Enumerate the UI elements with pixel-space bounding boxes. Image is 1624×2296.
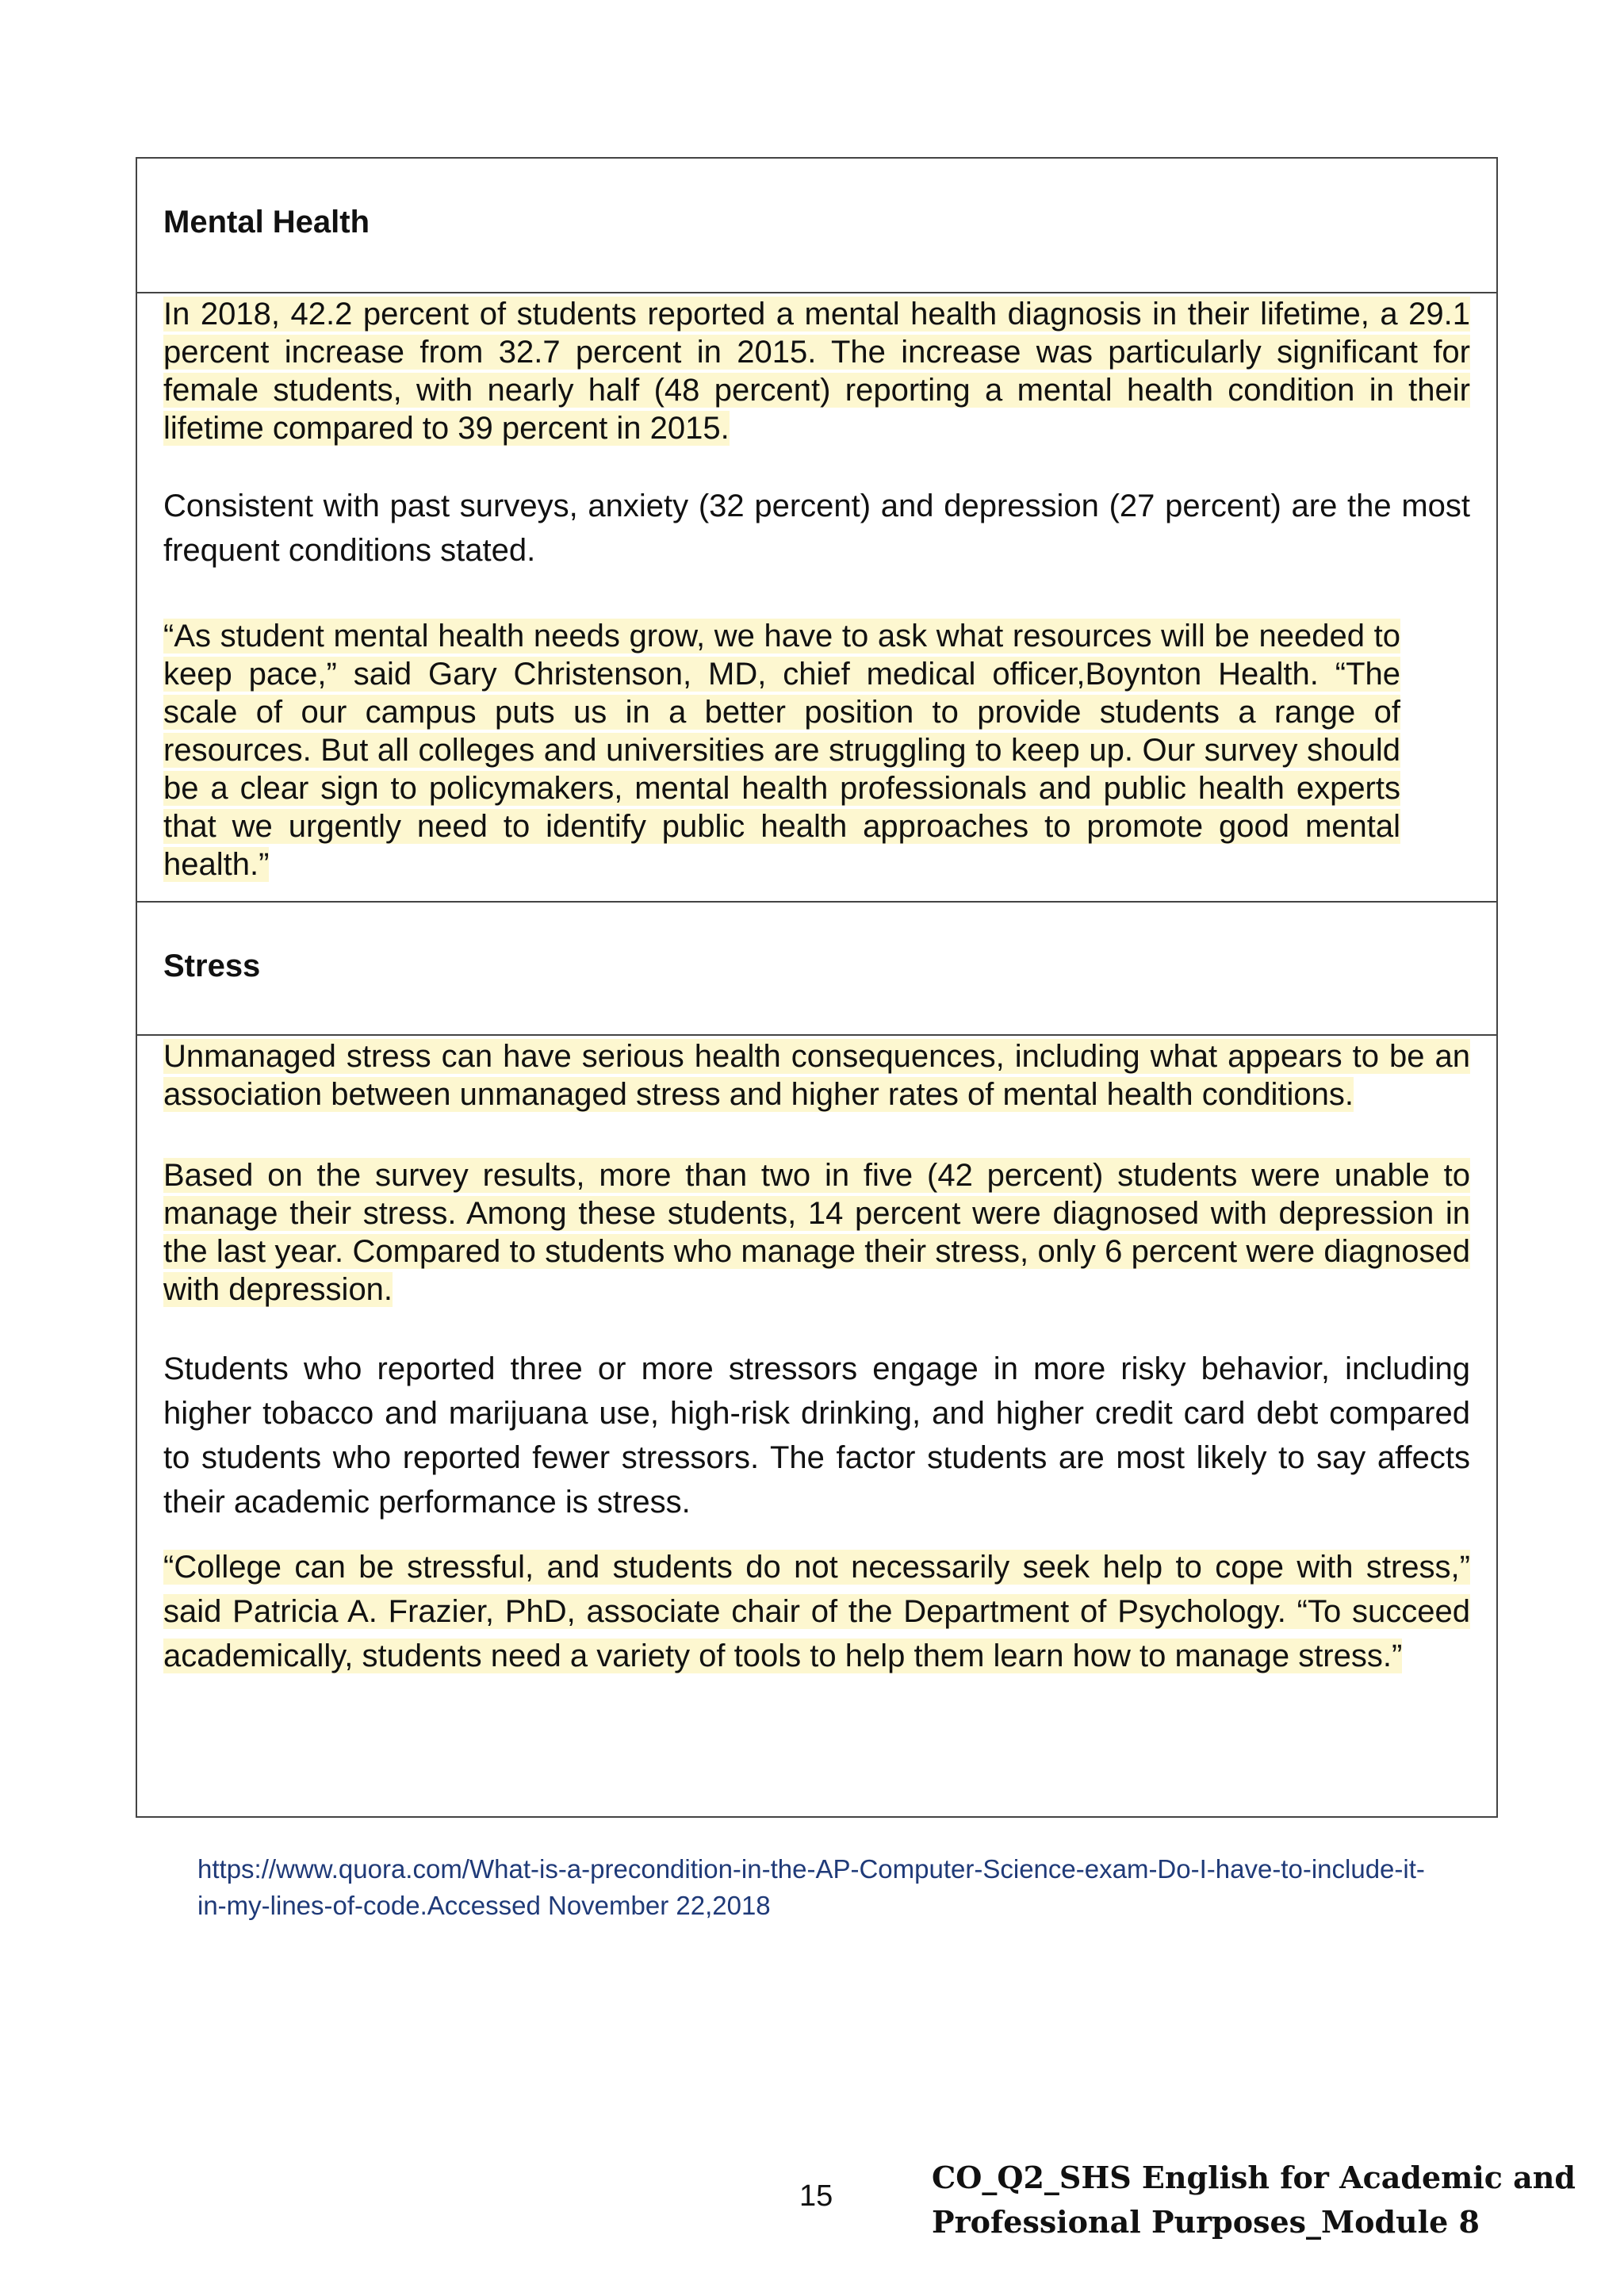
- paragraph-mental-health-2: [163, 484, 1470, 573]
- paragraph-stress-1: [163, 1037, 1470, 1114]
- row-divider: [137, 1034, 1496, 1036]
- source-citation-link[interactable]: https://www.quora.com/What-is-a-precondition-in-the-AP-Computer-Science-exam-Do-I-have-to-include-it-in-my-lines-of-code.Accessed November 22,2018: [197, 1854, 1425, 1920]
- paragraph-text: Unmanaged stress can have serious health consequences, including what appears to be an association between unmanaged stress and higher rates of mental health conditions.: [163, 1039, 1470, 1112]
- paragraph-text: “College can be stressful, and students do not necessarily seek help to cope with stress,” said Patricia A. Frazier, PhD, associate chair of the Department of Psychology. “To succeed academically, students need a variety of tools to help them learn how to manage stress.”: [163, 1550, 1470, 1673]
- paragraph-stress-3: [163, 1347, 1470, 1524]
- paragraph-mental-health-quote: [163, 617, 1400, 884]
- paragraph-text: Consistent with past surveys, anxiety (32 percent) and depression (27 percent) are the most frequent conditions stated.: [163, 489, 1470, 568]
- paragraph-stress-quote: [163, 1545, 1470, 1678]
- footer-line-2: Professional Purposes_Module 8: [932, 2204, 1480, 2240]
- section-heading-stress: Stress: [163, 949, 261, 983]
- paragraph-mental-health-1: [163, 295, 1470, 447]
- row-divider: [137, 292, 1496, 293]
- paragraph-text: Based on the survey results, more than two in five (42 percent) students were unable to manage their stress. Among these students, 14 percent were diagnosed with depression in the last year. Compared to students who manage their stress, only 6 percent were diagnosed with depression.: [163, 1158, 1470, 1307]
- footer-line-1: CO_Q2_SHS English for Academic and: [932, 2160, 1576, 2195]
- paragraph-text: In 2018, 42.2 percent of students reported a mental health diagnosis in their lifetime, a 29.1 percent increase from 32.7 percent in 2015. The increase was particularly significant for female students, with nearly half (48 percent) reporting a mental health condition in their lifetime compared to 39 percent in 2015.: [163, 297, 1470, 446]
- paragraph-text: “As student mental health needs grow, we have to ask what resources will be needed to keep pace,” said Gary Christenson, MD, chief medical officer,Boynton Health. “The scale of our campus puts us in a better position to provide students a range of resources. But all colleges and universities are struggling to keep up. Our survey should be a clear sign to policymakers, mental health professionals and public health experts that we urgently need to identify public health approaches to promote good mental health.”: [163, 619, 1400, 882]
- row-divider: [137, 901, 1496, 903]
- page-number: 15: [799, 2179, 833, 2213]
- module-footer: [932, 2156, 1576, 2244]
- section-heading-mental-health: Mental Health: [163, 205, 370, 240]
- content-table: [136, 157, 1498, 1818]
- paragraph-text: Students who reported three or more stressors engage in more risky behavior, including higher tobacco and marijuana use, high-risk drinking, and higher credit card debt compared to students who reported fewer stressors. The factor students are most likely to say affects their academic performance is stress.: [163, 1351, 1470, 1520]
- paragraph-stress-2: [163, 1156, 1470, 1309]
